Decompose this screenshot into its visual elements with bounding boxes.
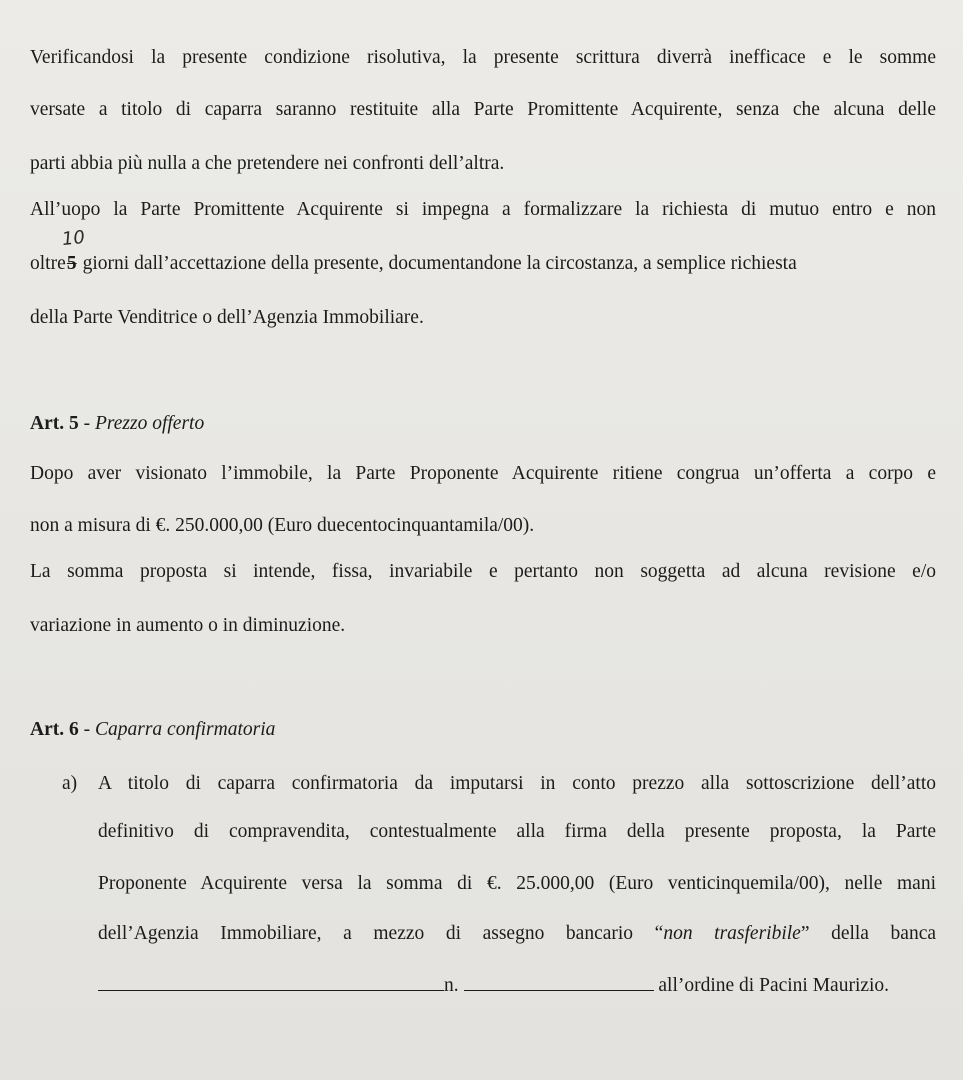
handwritten-correction: 10 [60, 226, 86, 251]
bank-name-blank [98, 972, 444, 991]
item-a-line1: A titolo di caparra confirmatoria da imputarsi in conto prezzo alla sottoscrizione dell’atto [98, 773, 936, 794]
art5-separator: - [78, 413, 95, 434]
item-a-line5-post: all’ordine di Pacini Maurizio. [658, 975, 890, 996]
paragraph1-line3: parti abbia più nulla a che pretendere nei confronti dell’altra. [30, 153, 505, 174]
item-a-line5 [98, 972, 936, 998]
art6-number: Art. 6 [30, 719, 79, 740]
art6-title: Caparra confirmatoria [94, 719, 276, 740]
art5-line3: La somma proposta si intende, fissa, invariabile e pertanto non soggetta ad alcuna revisione e/o [30, 561, 936, 582]
item-a-line4 [98, 922, 936, 946]
item-a-line2: definitivo di compravendita, contestualmente alla firma della presente proposta, la Parte [98, 821, 936, 842]
item-a-line3: Proponente Acquirente versa la somma di €. 25.000,00 (Euro venticinquemila/00), nelle mani [98, 873, 936, 894]
art6-heading [30, 718, 936, 742]
cheque-number-label: n. [444, 975, 459, 996]
paragraph2-line2 [30, 252, 936, 276]
art5-line1: Dopo aver visionato l’immobile, la Parte Proponente Acquirente ritiene congrua un’offerta a corpo e [30, 463, 936, 484]
art5-number: Art. 5 [30, 413, 79, 434]
item-a-line4-post: ” della banca [800, 923, 937, 944]
paragraph1-line2: versate a titolo di caparra saranno restituite alla Parte Promittente Acquirente, senza che alcuna delle [30, 99, 936, 120]
item-a-marker: a) [62, 773, 78, 794]
paragraph2-line1: All’uopo la Parte Promittente Acquirente si impegna a formalizzare la richiesta di mutuo entro e non [30, 199, 936, 220]
item-a-line4-pre: dell’Agenzia Immobiliare, a mezzo di assegno bancario “ [98, 923, 664, 944]
paragraph2-line3: della Parte Venditrice o dell’Agenzia Immobiliare. [30, 307, 424, 328]
paragraph2-line2-post: giorni dall’accettazione della presente, documentandone la circostanza, a semplice richiesta [82, 253, 797, 274]
struck-out-number: 5 [66, 253, 77, 274]
art5-line4: variazione in aumento o in diminuzione. [30, 615, 346, 636]
art5-title: Prezzo offerto [94, 413, 205, 434]
art6-separator: - [78, 719, 95, 740]
item-a-line4-italic: non trasferibile [663, 923, 801, 944]
art5-line2: non a misura di €. 250.000,00 (Euro duecentocinquantamila/00). [30, 515, 535, 536]
paragraph2-line2-pre: oltre [30, 253, 66, 274]
art5-heading [30, 412, 936, 436]
cheque-number-blank [464, 972, 654, 991]
paragraph1-line1: Verificandosi la presente condizione risolutiva, la presente scrittura diverrà inefficace e le somme [30, 47, 936, 68]
